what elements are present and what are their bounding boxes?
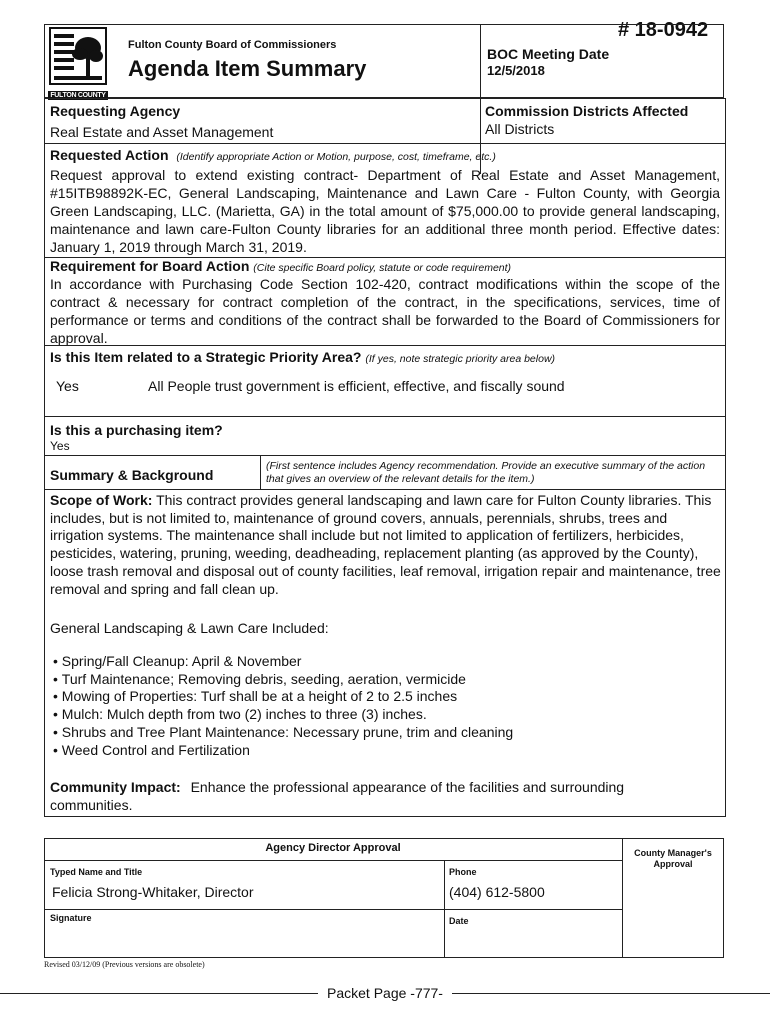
impact-text: Enhance the professional appearance of the facilities and surrounding communities. [50, 779, 625, 813]
purchasing-label: Is this a purchasing item? [50, 422, 223, 438]
date-label: Date [449, 916, 469, 926]
requested-action-label: Requested Action [50, 147, 169, 163]
tree-logo-icon [48, 26, 108, 86]
signature-label: Signature [50, 913, 92, 923]
approval-header: Agency Director Approval [265, 842, 401, 854]
county-logo [48, 26, 108, 99]
typed-name-value: Felicia Strong-Whitaker, Director [52, 884, 254, 900]
strategic-heading [50, 348, 555, 368]
requested-action-hint: (Identify appropriate Action or Motion, purpose, cost, timeframe, etc.) [176, 151, 496, 163]
scope-label: Scope of Work: [50, 492, 153, 508]
included-list [53, 653, 513, 759]
requested-action-heading [50, 146, 496, 166]
requirement-heading [50, 257, 511, 277]
requested-action-text: Request approval to extend existing contract- Department of Real Estate and Asset Management, #15ITB98892K-EC, General Landscaping, Maintenance and Lawn Care - Fulton County, with Georgia Green Landscaping, LLC. (Marietta, GA) in the total amount of $75,000.00 to provide general landscaping, maintenance and lawn care-Fulton County libraries for an additional three month period. Effective dates: January 1, 2019 through March 31, 2019. [50, 167, 720, 255]
requirement-label: Requirement for Board Action [50, 258, 250, 274]
phone-label: Phone [449, 867, 477, 877]
strategic-hint: (If yes, note strategic priority area below) [365, 353, 556, 365]
strategic-label: Is this Item related to a Strategic Priority Area? [50, 349, 362, 365]
list-item: • Spring/Fall Cleanup: April & November [53, 653, 513, 671]
summary-hint: (First sentence includes Agency recommendation. Provide an executive summary of the action that gives an overview of the relevant details for the item.) [266, 460, 706, 485]
revised-note: Revised 03/12/09 (Previous versions are obsolete) [44, 960, 205, 969]
strategic-area: All People trust government is efficient, effective, and fiscally sound [148, 378, 565, 394]
list-item: • Shrubs and Tree Plant Maintenance: Necessary prune, trim and cleaning [53, 724, 513, 742]
list-item: • Turf Maintenance; Removing debris, seeding, aeration, vermicide [53, 671, 513, 689]
requirement-text: In accordance with Purchasing Code Section 102-420, contract modifications within the scope of the contract & necessary for contract completion of the contract, in the specifications, services, time of performance or terms and conditions of the contract shall be forwarded to the Board of Commissioners for approval. [50, 276, 720, 346]
county-manager-approval: County Manager's Approval [634, 848, 712, 869]
requesting-agency-value: Real Estate and Asset Management [50, 124, 274, 140]
list-item: • Mulch: Mulch depth from two (2) inches to three (3) inches. [53, 706, 513, 724]
typed-name-label: Typed Name and Title [50, 867, 143, 877]
item-number: # 18-0942 [618, 19, 709, 41]
requesting-agency-label: Requesting Agency [50, 103, 181, 119]
scope-text: This contract provides general landscaping and lawn care for Fulton County libraries. This includes, but is not limited to, maintenance of ground covers, annuals, perennials, shrubs, trees and irrigation systems. The maintenance shall include but not limited to application of fertilizers, herbicides, pesticides, watering, pruning, weeding, deadheading, replacement planting (as approved by the County), loose trash removal and disposal out of county facilities, leaf removal, irrigation repair and maintenance, tree removal and spring and fall clean up. [50, 492, 721, 597]
included-heading: General Landscaping & Lawn Care Included: [50, 620, 329, 636]
districts-value: All Districts [485, 121, 555, 137]
summary-label: Summary & Background [50, 467, 214, 483]
logo-caption: FULTON COUNTY [48, 91, 108, 100]
phone-value: (404) 612-5800 [449, 884, 545, 900]
packet-page: Packet Page -777- [327, 985, 443, 1001]
meeting-date-value: 12/5/2018 [487, 63, 545, 78]
districts-label: Commission Districts Affected [485, 103, 689, 119]
scope-of-work [50, 492, 722, 598]
org-name: Fulton County Board of Commissioners [128, 39, 337, 51]
meeting-date-label: BOC Meeting Date [487, 46, 610, 62]
list-item: • Weed Control and Fertilization [53, 742, 513, 760]
purchasing-answer: Yes [50, 439, 70, 453]
doc-title: Agenda Item Summary [128, 56, 367, 81]
community-impact [50, 778, 690, 814]
impact-label: Community Impact: [50, 779, 181, 795]
list-item: • Mowing of Properties: Turf shall be at a height of 2 to 2.5 inches [53, 688, 513, 706]
strategic-answer: Yes [56, 378, 79, 394]
requirement-hint: (Cite specific Board policy, statute or code requirement) [253, 262, 512, 274]
